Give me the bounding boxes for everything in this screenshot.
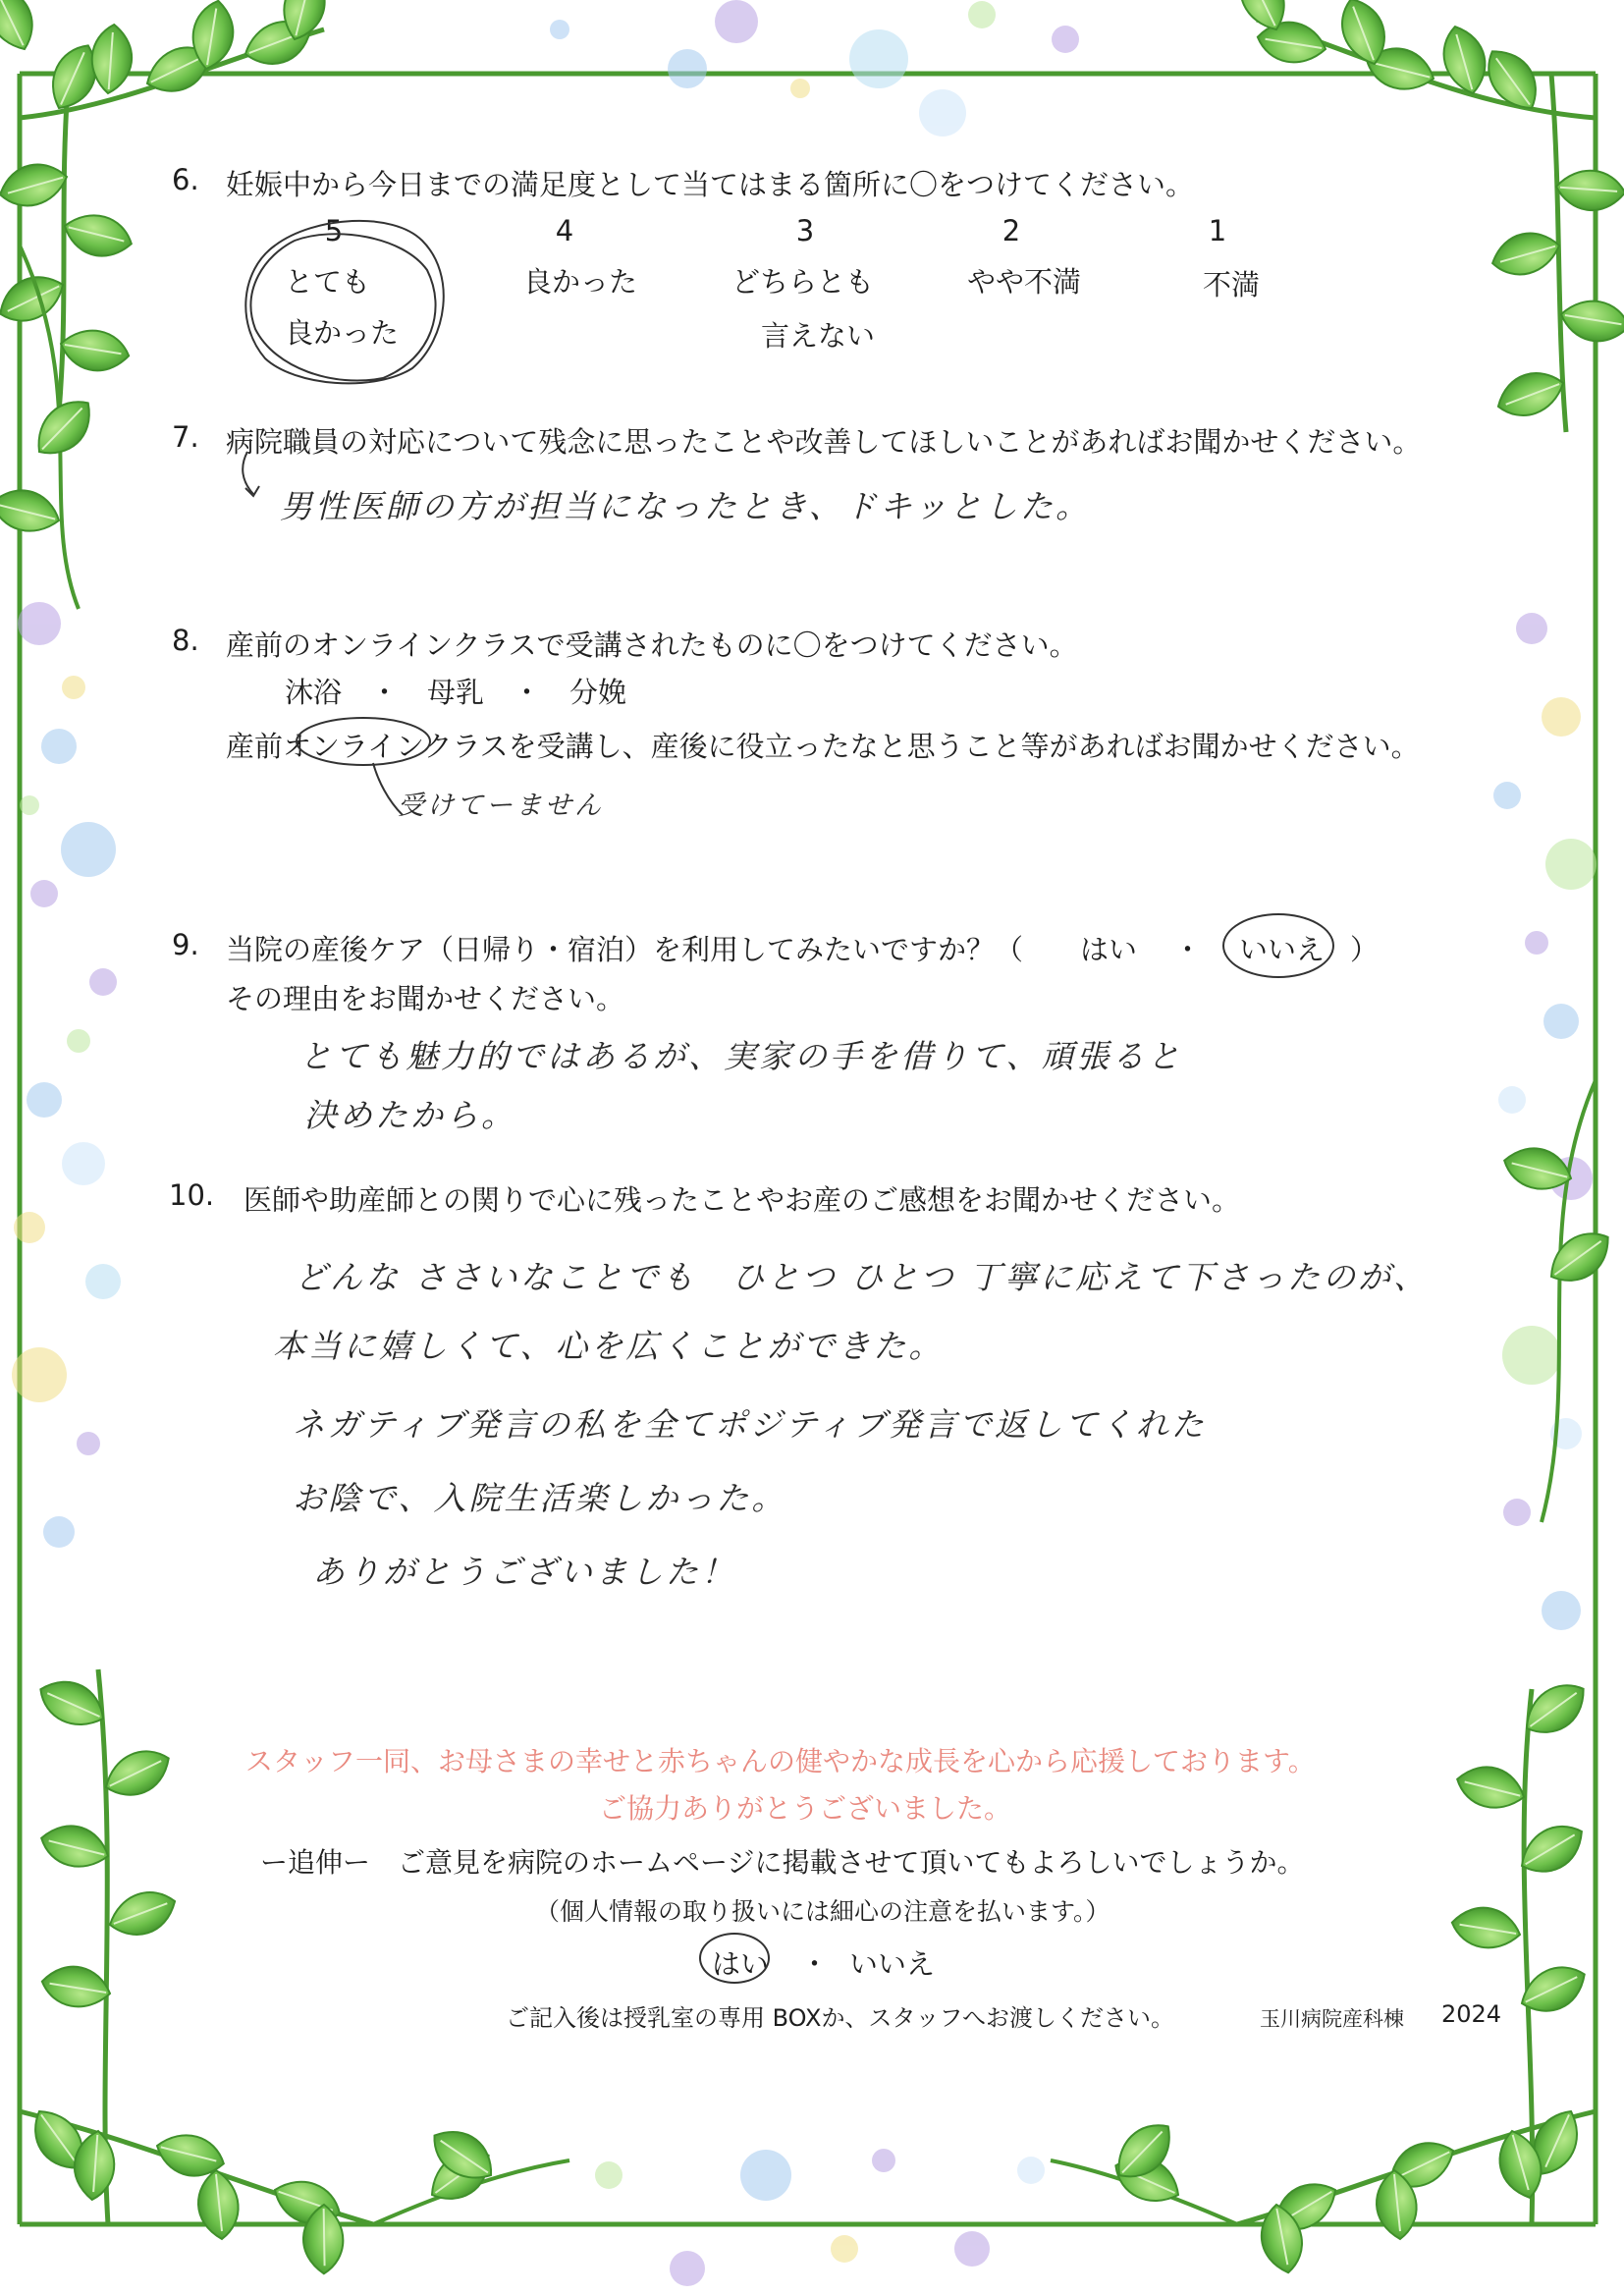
scale-3-label-2[interactable]: 言えない <box>761 319 876 353</box>
footer-thanks-line-2: ご協力ありがとうございました。 <box>599 1792 1012 1825</box>
consent-yes[interactable]: はい <box>712 1947 770 1981</box>
scale-2-number: 2 <box>1001 214 1021 247</box>
q8-question: 産前のオンラインクラスで受講されたものに〇をつけてください。 <box>226 628 1078 662</box>
footer-hospital-name: 玉川病院産科棟 <box>1260 2007 1404 2031</box>
scale-4-label-1[interactable]: 良かった <box>523 265 638 299</box>
consent-dot: ・ <box>800 1947 830 1981</box>
scale-5-number: 5 <box>324 214 344 247</box>
q6-number: 6. <box>172 163 199 196</box>
scale-5-label-1[interactable]: とても <box>285 265 371 299</box>
q10-question: 医師や助産師との関りで心に残ったことやお産のご感想をお聞かせください。 <box>244 1183 1241 1217</box>
q10-number: 10. <box>169 1178 215 1212</box>
footer-privacy-note: （個人情報の取り扱いには細心の注意を払います。） <box>535 1897 1110 1926</box>
q7-question: 病院職員の対応について残念に思ったことや改善してほしいことがあればお聞かせください。 <box>226 425 1422 459</box>
scale-1-number: 1 <box>1208 214 1227 247</box>
scale-4-number: 4 <box>555 214 574 247</box>
q9-no[interactable]: いいえ <box>1239 933 1326 966</box>
footer-year: 2024 <box>1441 2000 1502 2028</box>
q7-number: 7. <box>172 420 199 454</box>
footer-thanks-line-1: スタッフ一同、お母さまの幸せと赤ちゃんの健やかな成長を心から応援しております。 <box>245 1745 1316 1777</box>
scale-3-number: 3 <box>795 214 815 247</box>
q10-answer-line-5: ありがとうございました！ <box>312 1553 736 1591</box>
scale-2-label-1[interactable]: やや不満 <box>967 265 1082 299</box>
q9-yes[interactable]: はい <box>1080 933 1138 966</box>
q8-subquestion: 産前オンラインクラスを受講し、産後に役立ったなと思うこと等があればお聞かせください。 <box>226 730 1420 763</box>
consent-no[interactable]: いいえ <box>849 1947 936 1981</box>
q8-number: 8. <box>172 624 199 657</box>
footer-instruction: ご記入後は授乳室の専用 BOXか、スタッフへお渡しください。 <box>506 2004 1174 2032</box>
q10-answer-line-4: お陰で、入院生活楽しかった。 <box>293 1479 787 1517</box>
scale-5-selected-circle <box>236 211 457 388</box>
q10-answer-line-1: どんな ささいなことでも ひとつ ひとつ 丁寧に応えて下さったのが、 <box>295 1258 1430 1296</box>
q9-answer-line-1: とても魅力的ではあるが、実家の手を借りて、頑張ると <box>299 1037 1183 1075</box>
q7-arrow-mark <box>236 447 275 506</box>
q9-number: 9. <box>172 928 199 961</box>
consent-yes-selected-circle <box>699 1933 770 1984</box>
q7-answer: 男性医師の方が担当になったとき、ドキッとした。 <box>280 487 1092 525</box>
q10-answer-line-3: ネガティブ発言の私を全てポジティブ発言で返してくれた <box>293 1405 1207 1444</box>
q9-dot: ・ <box>1173 933 1203 966</box>
footer-postscript: ー追伸ー ご意見を病院のホームページに掲載させて頂いてもよろしいでしょうか。 <box>260 1846 1305 1879</box>
q8-answer: 受けてーません <box>398 791 604 821</box>
q10-answer-line-2: 本当に嬉しくて、心を広くことができた。 <box>273 1327 945 1365</box>
scale-3-label-1[interactable]: どちらとも <box>731 265 875 299</box>
q9-subquestion: その理由をお聞かせください。 <box>226 982 625 1015</box>
scale-5-label-2[interactable]: 良かった <box>285 316 400 350</box>
q9-question: 当院の産後ケア（日帰り・宿泊）を利用してみたいですか？（ <box>226 933 1024 966</box>
q9-no-selected-circle <box>1222 913 1334 978</box>
q8-options[interactable]: 沐浴 ・ 母乳 ・ 分娩 <box>285 676 627 709</box>
scale-1-label-1[interactable]: 不満 <box>1203 268 1261 301</box>
q9-answer-line-2: 決めたから。 <box>304 1096 516 1134</box>
q6-question: 妊娠中から今日までの満足度として当てはまる箇所に〇をつけてください。 <box>226 168 1195 201</box>
q9-close-paren: ） <box>1350 933 1380 966</box>
